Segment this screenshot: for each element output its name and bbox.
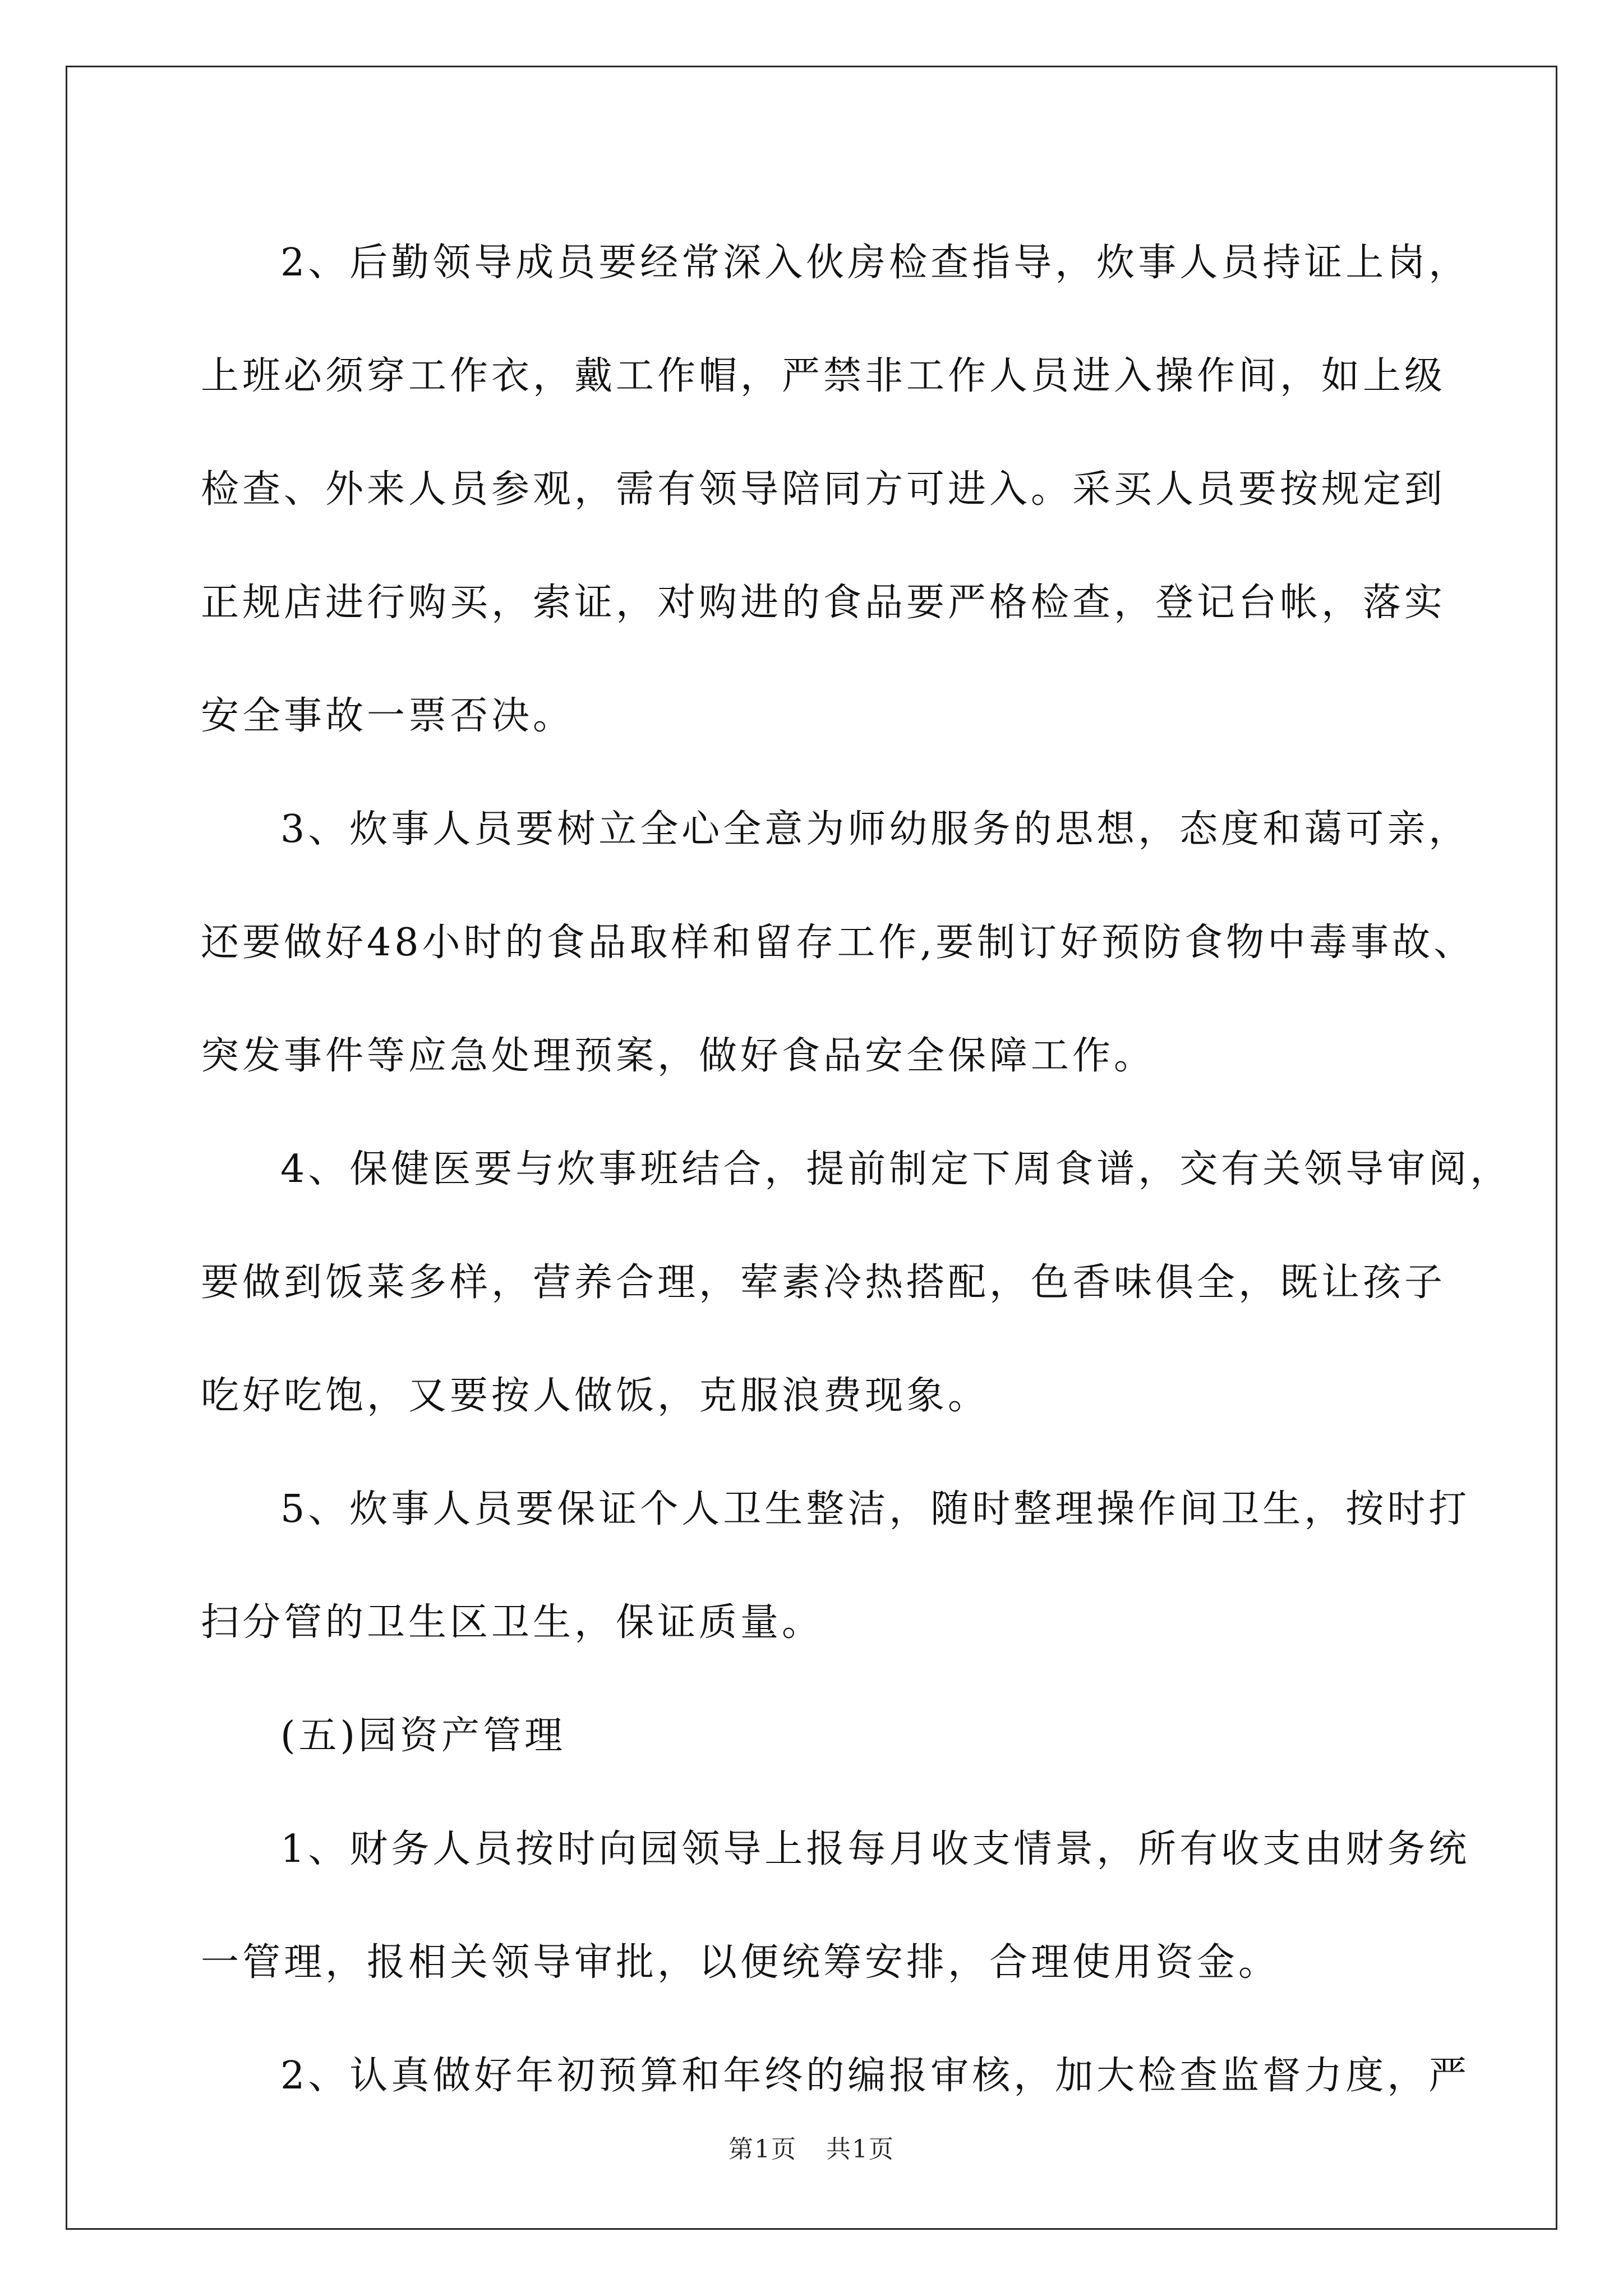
text-line: 2、认真做好年初预算和年终的编报审核，加大检查监督力度，严 [280,2054,1470,2098]
text-line: 还要做好48小时的食品取样和留存工作,要制订好预防食物中毒事故、 [201,921,1476,965]
text-line: 5、炊事人员要保证个人卫生整洁，随时整理操作间卫生，按时打 [280,1487,1470,1531]
page-footer [0,2129,1623,2165]
page-number: 第1页 [728,2135,797,2164]
text-line: 4、保健医要与炊事班结合，提前制定下周食谱，交有关领导审阅， [280,1147,1512,1191]
text-line: 突发事件等应急处理预案，做好食品安全保障工作。 [201,1034,1156,1078]
section-heading-assets [201,1680,1446,1793]
text-line: 2、后勤领导成员要经常深入伙房检查指导，炊事人员持证上岗， [280,241,1470,285]
text-line: 正规店进行购买，索证，对购进的食品要严格检查，登记台帐，落实 [201,581,1446,625]
paragraph-3-kitchen-staff [201,773,1476,1113]
paragraph-5-hygiene [201,1453,1470,1680]
text-line: 吃好吃饱，又要按人做饭，克服浪费现象。 [201,1374,990,1418]
page-total: 共1页 [826,2135,895,2164]
document-body [201,206,1512,2133]
paragraph-1-finance [201,1793,1470,2019]
section-heading: (五)园资产管理 [280,1714,566,1758]
text-line: 一管理，报相关领导审批，以便统筹安排，合理使用资金。 [201,1940,1280,1985]
text-line: 1、财务人员按时向园领导上报每月收支情景，所有收支由财务统 [280,1827,1470,1871]
text-line: 3、炊事人员要树立全心全意为师幼服务的思想，态度和蔼可亲， [280,807,1470,852]
text-line: 扫分管的卫生区卫生，保证质量。 [201,1600,824,1645]
text-line: 要做到饭菜多样，营养合理，荤素冷热搭配，色香味俱全，既让孩子 [201,1260,1446,1305]
paragraph-4-health-doctor [201,1113,1512,1453]
text-line: 上班必须穿工作衣，戴工作帽，严禁非工作人员进入操作间，如上级 [201,354,1446,398]
paragraph-2-logistics [201,206,1470,773]
paragraph-2-budget [201,2019,1470,2133]
text-line: 安全事故一票否决。 [201,694,575,738]
text-line: 检查、外来人员参观，需有领导陪同方可进入。采买人员要按规定到 [201,467,1446,512]
